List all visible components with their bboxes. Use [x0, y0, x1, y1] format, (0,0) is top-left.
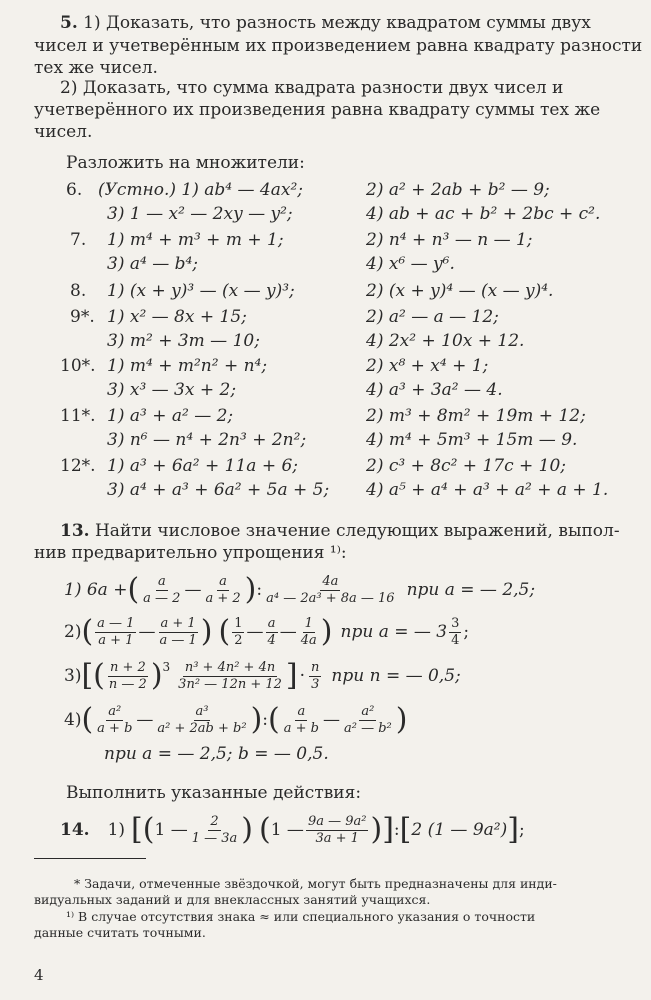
p5-line6: чисел.	[34, 122, 93, 142]
p13-label: 13.	[60, 521, 90, 541]
expr3-cond: при n = — 0,5;	[331, 666, 461, 686]
lparen: (	[127, 572, 140, 607]
ex6-c: 3) 1 — x² — 2xy — y²;	[107, 204, 293, 224]
footnote-1b: видуальных заданий и для внеклассных занятий учащихся.	[34, 892, 431, 907]
ex10-c: 3) x³ — 3x + 2;	[107, 380, 237, 400]
expr2-cond: при a = — 3	[340, 622, 448, 642]
ex14-frac1: $\frac{2}{1 — 3a}$	[191, 813, 238, 846]
expr-3: 3) [ ( $\frac{n + 2}{n — 2}$ ) $^3$ $\frac{\text{n³ + 4n² + 4n}}{\text{3n² — 12n + 12}}$ ] · $\frac{n}{3}$ при n = — 0,5;	[64, 658, 461, 693]
expr1-colon: :	[256, 580, 263, 600]
footnote-rule	[34, 858, 146, 859]
expr4-cond: при a = — 2,5; b = — 0,5.	[104, 744, 329, 764]
ex9-a: 1) x² — 8x + 15;	[107, 307, 247, 327]
expr1-frac2: $\frac{a}{a + 2}$	[205, 573, 241, 606]
p5-line4: 2) Доказать, что сумма квадрата разности двух чисел и	[60, 78, 564, 98]
ex14-frac2: $\frac{\text{9a — 9a²}}{3a + 1}$	[307, 813, 367, 846]
factor-heading: Разложить на множители:	[66, 153, 305, 173]
page-number: 4	[34, 966, 44, 984]
ex9-c: 3) m² + 3m — 10;	[107, 331, 260, 351]
ex14-num: 14.	[60, 820, 90, 840]
expr1-minus: —	[184, 580, 202, 600]
expr2-frac2: $\frac{a + 1}{a — 1}$	[159, 615, 197, 648]
expr4-lead: 4)	[64, 710, 82, 730]
ex9-b: 2) a² — a — 12;	[366, 307, 499, 327]
p5-text1: 1) Доказать, что разность между квадратом суммы двух	[83, 13, 591, 33]
expr1-cond: при a = — 2,5;	[406, 580, 536, 600]
expr4-frac2: $\frac{\text{a³}}{\text{a² + 2ab + b²}}$	[157, 703, 247, 736]
ex6-d: 4) ab + ac + b² + 2bc + c².	[366, 204, 601, 224]
ex9-d: 4) 2x² + 10x + 12.	[366, 331, 525, 351]
p5-line2: чисел и учетверённым их произведением равна квадрату разности	[34, 36, 643, 56]
expr3-frac3: $\frac{n}{3}$	[311, 659, 320, 692]
p5-line3: тех же чисел.	[34, 58, 158, 78]
ex7-a: 1) m⁴ + m³ + m + 1;	[107, 230, 284, 250]
expr3-frac2: $\frac{\text{n³ + 4n² + 4n}}{\text{3n² — 12n + 12}}$	[178, 659, 282, 692]
ex11-d: 4) m⁴ + 5m³ + 15m — 9.	[366, 430, 578, 450]
expr2-frac3: $\frac{1}{2}$	[234, 615, 243, 648]
expr-4: 4) ( $\frac{\text{a²}}{a + b}$ — $\frac{\text{a³}}{\text{a² + 2ab + b²}}$ ) : ( $\frac{a}{a + b}$ — $\frac{\text{a²}}{\text{a² — b²}}$ )	[64, 702, 408, 737]
ex9-num: 9*.	[70, 307, 95, 327]
ex7-b: 2) n⁴ + n³ — n — 1;	[366, 230, 533, 250]
ex8-a: 1) (x + y)³ — (x — y)³;	[107, 281, 295, 301]
ex7-num: 7.	[70, 230, 87, 250]
ex7-d: 4) x⁶ — y⁶.	[366, 254, 455, 274]
do-heading: Выполнить указанные действия:	[66, 783, 362, 803]
ex12-b: 2) c³ + 8c² + 17c + 10;	[366, 456, 567, 476]
ex14-lead: 1)	[107, 820, 126, 840]
ex6-a: (Устно.) 1) ab⁴ — 4ax²;	[98, 180, 304, 200]
footnote-1a: * Задачи, отмеченные звёздочкой, могут быть предназначены для инди-	[74, 876, 557, 891]
expr4-frac3: $\frac{a}{a + b}$	[283, 703, 319, 736]
ex12-d: 4) a⁵ + a⁴ + a³ + a² + a + 1.	[366, 480, 609, 500]
ex10-a: 1) m⁴ + m²n² + n⁴;	[107, 356, 268, 376]
ex11-c: 3) n⁶ — n⁴ + 2n³ + 2n²;	[107, 430, 307, 450]
expr1-frac3: $\frac{4a}{\text{a⁴ — 2a³ + 8a — 16}}$	[266, 573, 395, 606]
ex6-num: 6.	[66, 180, 83, 200]
p13-text1: Найти числовое значение следующих выражений, выпол-	[94, 521, 620, 541]
ex14-tail: 2 (1 — 9a²)	[411, 820, 508, 840]
expr2-frac1: $\frac{a — 1}{a + 1}$	[97, 615, 135, 648]
ex14: 14. 1) [ ( 1 — $\frac{2}{1 — 3a}$ ) ( 1 — $\frac{\text{9a — 9a²}}{3a + 1}$ ) ] : [ 2 (1 — 9a²) ] ;	[60, 812, 525, 847]
ex10-b: 2) x⁸ + x⁴ + 1;	[366, 356, 489, 376]
p5-line1	[60, 12, 591, 34]
ex6-b: 2) a² + 2ab + b² — 9;	[366, 180, 550, 200]
expr3-frac1: $\frac{n + 2}{n — 2}$	[108, 659, 147, 692]
p5-label: 5.	[60, 13, 78, 33]
ex10-num: 10*.	[60, 356, 96, 376]
expr1-frac1: $\frac{a}{a — 2}$	[143, 573, 181, 606]
expr2-frac4: $\frac{a}{4}$	[267, 615, 276, 648]
expr1-lead: 1) 6a +	[64, 580, 128, 600]
ex12-num: 12*.	[60, 456, 96, 476]
ex11-num: 11*.	[60, 406, 96, 426]
ex11-b: 2) m³ + 8m² + 19m + 12;	[366, 406, 586, 426]
p5-line5: учетверённого их произведения равна квадрату суммы тех же	[34, 100, 601, 120]
expr4-frac4: $\frac{\text{a²}}{\text{a² — b²}}$	[343, 703, 392, 736]
expr-2: 2) ( $\frac{a — 1}{a + 1}$ — $\frac{a + 1}{a — 1}$ ) ( $\frac{1}{2}$ — $\frac{a}{4}$ — $\frac{1}{4a}$ ) при a = — 3 $\frac{3}{4}$ ;	[64, 614, 470, 649]
expr2-frac5: $\frac{1}{4a}$	[300, 615, 317, 648]
ex10-d: 4) a³ + 3a² — 4.	[366, 380, 503, 400]
ex12-a: 1) a³ + 6a² + 11a + 6;	[107, 456, 299, 476]
ex12-c: 3) a⁴ + a³ + 6a² + 5a + 5;	[107, 480, 330, 500]
expr2-mixed: $\frac{3}{4}$	[451, 615, 460, 648]
expr3-lead: 3)	[64, 666, 82, 686]
p13-line2: нив предварительно упрощения ¹⁾:	[34, 543, 347, 563]
expr3-power: 3	[162, 660, 171, 674]
expr4-frac1: $\frac{\text{a²}}{a + b}$	[97, 703, 133, 736]
rparen: )	[244, 572, 257, 607]
ex8-b: 2) (x + y)⁴ — (x — y)⁴.	[366, 281, 554, 301]
ex11-a: 1) a³ + a² — 2;	[107, 406, 234, 426]
footnote-2a: ¹⁾ В случае отсутствия знака ≈ или специального указания о точности	[66, 909, 536, 924]
p13-line1	[60, 520, 620, 542]
ex8-num: 8.	[70, 281, 87, 301]
expr2-lead: 2)	[64, 622, 82, 642]
expr-1	[64, 570, 535, 610]
footnote-2b: данные считать точными.	[34, 925, 206, 940]
ex7-c: 3) a⁴ — b⁴;	[107, 254, 199, 274]
